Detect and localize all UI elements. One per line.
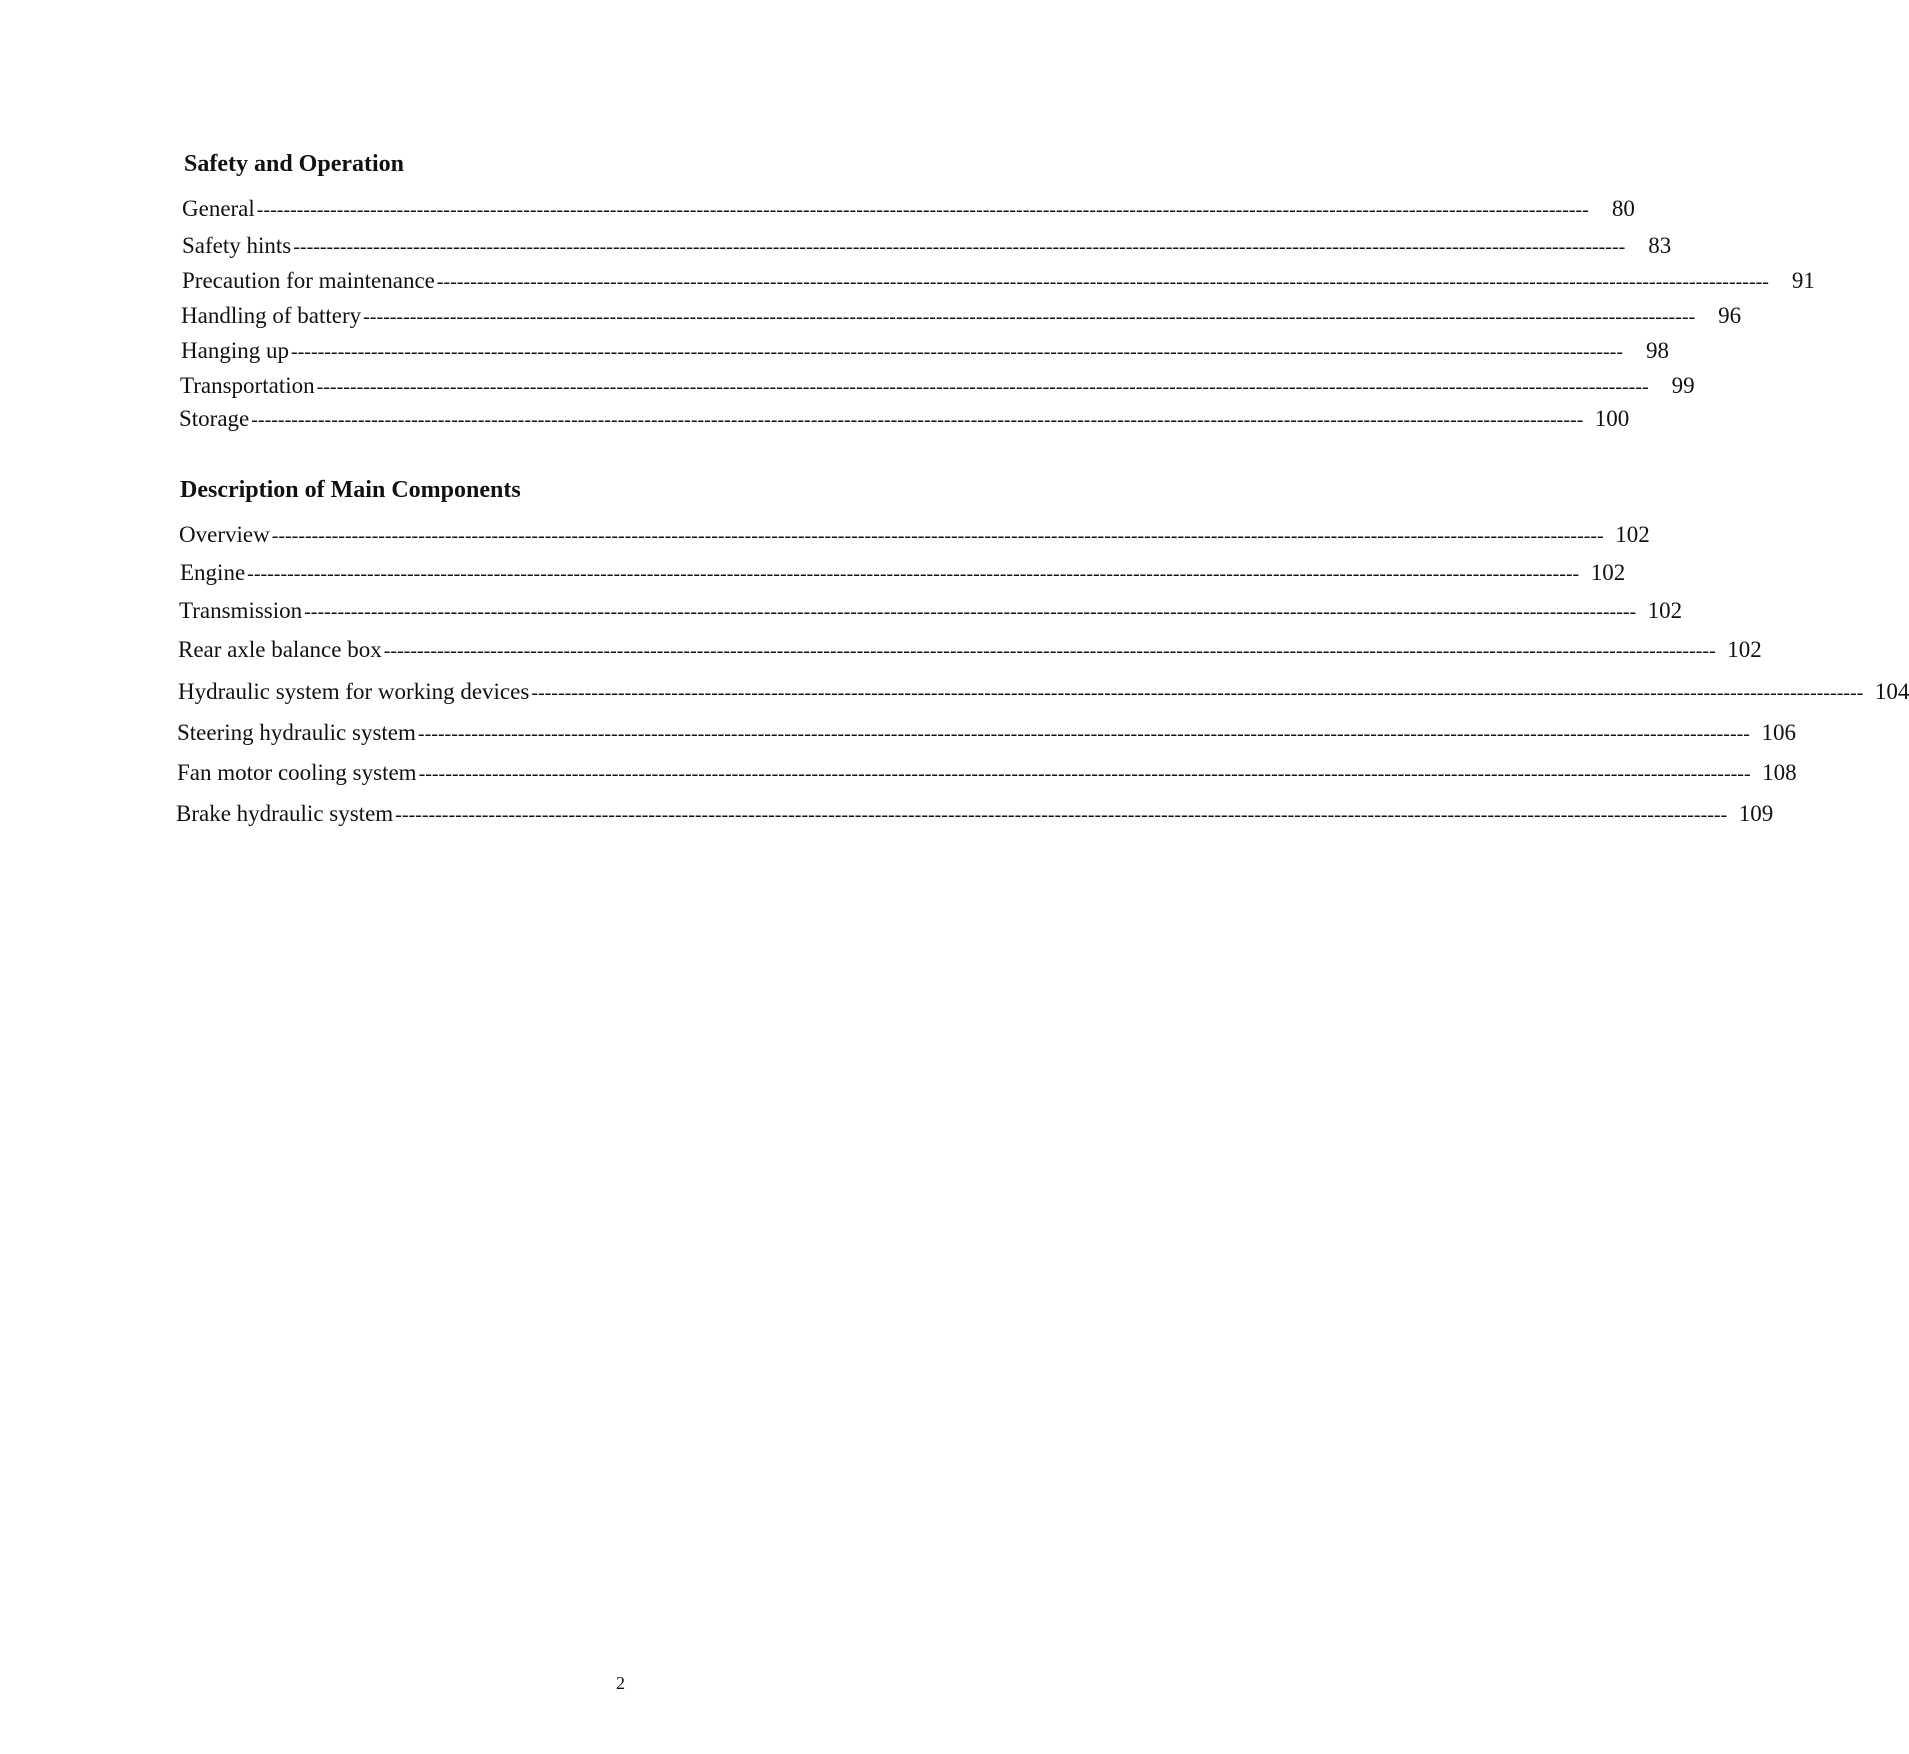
toc-entry-label: Transmission <box>179 598 303 623</box>
toc-entry-label: Brake hydraulic system <box>176 801 394 826</box>
toc-entry-page: 98 <box>1646 338 1669 363</box>
toc-leader: -------------------------------------------------------------------------------------------------------------------------------------------------------------------------------------------------------- <box>293 236 1626 258</box>
toc-entry-page: 106 <box>1761 720 1796 745</box>
toc-entry-page: 102 <box>1727 637 1762 662</box>
toc-entry-page: 109 <box>1738 801 1774 826</box>
toc-leader: -------------------------------------------------------------------------------------------------------------------------------------------------------------------------------------------------------- <box>290 341 1623 363</box>
toc-entry[interactable] <box>176 800 1774 828</box>
toc-entry[interactable] <box>180 559 1626 587</box>
toc-entry-label: Hanging up <box>181 338 289 363</box>
toc-entry[interactable] <box>182 267 1815 295</box>
toc-entry-page: 83 <box>1648 233 1672 258</box>
page-number: 2 <box>616 1673 625 1693</box>
toc-entry-page: 96 <box>1718 303 1742 328</box>
toc-entry-label: Precaution for maintenance <box>182 268 435 293</box>
toc-leader: -------------------------------------------------------------------------------------------------------------------------------------------------------------------------------------------------------- <box>304 601 1637 623</box>
toc-entry[interactable] <box>178 636 1762 664</box>
toc-entry-label: Transportation <box>180 373 315 398</box>
toc-entry-label: Safety hints <box>182 233 292 258</box>
toc-leader: -------------------------------------------------------------------------------------------------------------------------------------------------------------------------------------------------------- <box>418 763 1751 785</box>
toc-entry-label: Handling of battery <box>181 303 362 328</box>
toc-entry-label: Fan motor cooling system <box>177 760 417 785</box>
toc-entry[interactable] <box>179 521 1650 549</box>
toc-entry-label: Hydraulic system for working devices <box>178 679 530 704</box>
section-title-safety-and-operation: Safety and Operation <box>184 151 405 177</box>
toc-entry-label: Overview <box>179 522 270 547</box>
toc-leader: -------------------------------------------------------------------------------------------------------------------------------------------------------------------------------------------------------- <box>531 682 1864 704</box>
toc-entry[interactable] <box>179 597 1683 625</box>
toc-entry-label: Rear axle balance box <box>178 637 382 662</box>
toc-leader: -------------------------------------------------------------------------------------------------------------------------------------------------------------------------------------------------------- <box>247 563 1580 585</box>
toc-entry-page: 108 <box>1762 760 1797 785</box>
toc-leader: -------------------------------------------------------------------------------------------------------------------------------------------------------------------------------------------------------- <box>383 640 1716 662</box>
toc-leader: -------------------------------------------------------------------------------------------------------------------------------------------------------------------------------------------------------- <box>251 409 1584 431</box>
toc-entry-page: 91 <box>1791 268 1815 293</box>
toc-entry[interactable] <box>182 232 1672 260</box>
toc-entry-page: 99 <box>1671 373 1695 398</box>
toc-leader: -------------------------------------------------------------------------------------------------------------------------------------------------------------------------------------------------------- <box>395 804 1728 826</box>
toc-leader: -------------------------------------------------------------------------------------------------------------------------------------------------------------------------------------------------------- <box>316 376 1649 398</box>
toc-leader: -------------------------------------------------------------------------------------------------------------------------------------------------------------------------------------------------------- <box>363 306 1696 328</box>
toc-entry[interactable] <box>182 195 1635 223</box>
toc-entry[interactable] <box>177 719 1796 747</box>
toc-leader: -------------------------------------------------------------------------------------------------------------------------------------------------------------------------------------------------------- <box>417 723 1750 745</box>
toc-entry[interactable] <box>180 372 1695 400</box>
toc-entry[interactable] <box>177 759 1797 787</box>
toc-entry[interactable] <box>181 302 1742 330</box>
toc-leader: -------------------------------------------------------------------------------------------------------------------------------------------------------------------------------------------------------- <box>256 199 1589 221</box>
toc-leader: -------------------------------------------------------------------------------------------------------------------------------------------------------------------------------------------------------- <box>436 271 1769 293</box>
toc-entry-page: 100 <box>1594 406 1630 431</box>
toc-entry-page: 80 <box>1611 196 1635 221</box>
toc-entry-label: Storage <box>179 406 250 431</box>
toc-entry-page: 104 <box>1874 679 1909 704</box>
toc-leader: -------------------------------------------------------------------------------------------------------------------------------------------------------------------------------------------------------- <box>271 525 1604 547</box>
toc-entry[interactable] <box>178 678 1909 706</box>
toc-entry-label: General <box>182 196 255 221</box>
section-title-description-of-main-components: Description of Main Components <box>180 477 521 503</box>
toc-entry-page: 102 <box>1590 560 1626 585</box>
toc-entry[interactable] <box>181 337 1669 365</box>
toc-entry[interactable] <box>179 405 1630 433</box>
toc-entry-page: 102 <box>1615 522 1650 547</box>
toc-entry-label: Engine <box>180 560 246 585</box>
toc-entry-label: Steering hydraulic system <box>177 720 416 745</box>
toc-entry-page: 102 <box>1647 598 1683 623</box>
